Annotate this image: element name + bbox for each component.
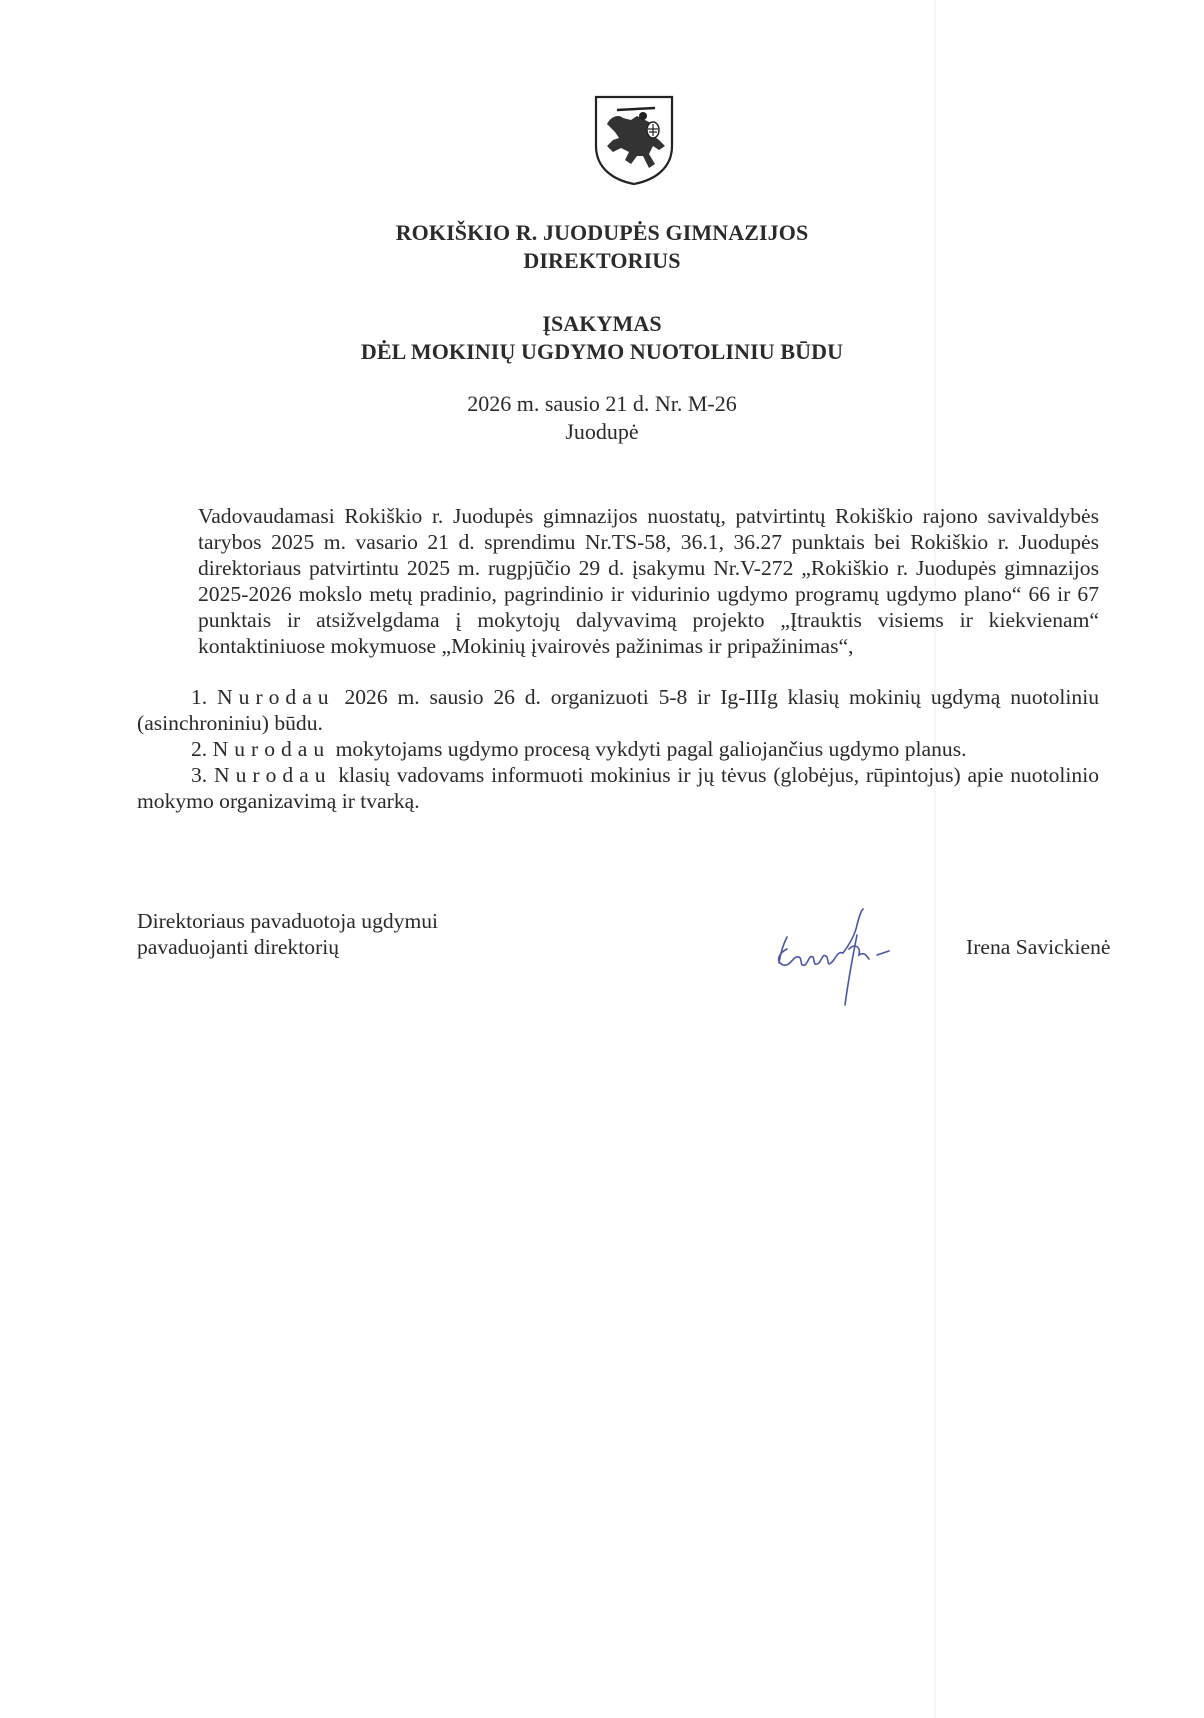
- item-number: 1.: [191, 685, 208, 709]
- item-number: 3.: [191, 763, 208, 787]
- intro-paragraph-text: Vadovaudamasi Rokiškio r. Juodupės gimnazijos nuostatų, patvirtintų Rokiškio rajono savivaldybės tarybos 2025 m. vasario 21 d. sprendimu Nr.TS-58, 36.1, 36.27 punktais bei Rokiškio r. Juodupės direktoriaus patvirtintu 2025 m. rugpjūčio 29 d. įsakymu Nr.V-272 „Rokiškio r. Juodupės gimnazijos 2025-2026 mokslo metų pradinio, pagrindinio ir vidurinio ugdymo programų ugdymo plano“ 66 ir 67 punktais ir atsižvelgdama į mokytojų dalyvavimą projekto „Įtrauktis visiems ir kiekvienam“ kontaktiniuose mokymuose „Mokinių įvairovės pažinimas ir pripažinimas“,: [198, 504, 1099, 658]
- institution-name: ROKIŠKIO R. JUODUPĖS GIMNAZIJOS: [395, 220, 809, 245]
- signatory-title-line-2: pavaduojanti direktorių: [137, 935, 340, 959]
- item-verb: Nurodau: [214, 763, 332, 787]
- item-text: klasių vadovams informuoti mokinius ir jų tėvus (globėjus, rūpintojus) apie nuotolinio mokymo organizavimą ir tvarką.: [137, 763, 1099, 813]
- signatory-name: Irena Savickienė: [966, 935, 1111, 959]
- handwritten-signature: [765, 905, 925, 1010]
- place: Juodupė: [565, 419, 639, 444]
- order-item: [137, 762, 1099, 814]
- item-text: mokytojams ugdymo procesą vykdyti pagal galiojančius ugdymo planus.: [335, 737, 967, 761]
- item-verb: Nurodau: [217, 685, 335, 709]
- institution-role: DIREKTORIUS: [523, 248, 681, 273]
- document-type: ĮSAKYMAS: [542, 311, 662, 336]
- document-subject: DĖL MOKINIŲ UGDYMO NUOTOLINIU BŪDU: [360, 339, 844, 364]
- item-verb: Nurodau: [212, 737, 331, 761]
- date-place-block: [0, 390, 1204, 446]
- order-item: [137, 684, 1099, 736]
- signatory-title-line-1: Direktoriaus pavaduotoja ugdymui: [137, 909, 439, 933]
- item-text: 2026 m. sausio 26 d. organizuoti 5-8 ir Ig-IIIg klasių mokinių ugdymą nuotoliniu (asinchroniniu) būdu.: [137, 685, 1099, 735]
- signatory-title: [137, 908, 438, 960]
- order-items: [137, 684, 1099, 814]
- intro-paragraph: [137, 503, 1099, 659]
- date-number: 2026 m. sausio 21 d. Nr. M-26: [467, 391, 737, 416]
- coat-of-arms-icon: [593, 94, 675, 186]
- item-number: 2.: [191, 737, 208, 761]
- order-title-block: [0, 310, 1204, 366]
- order-item: [137, 736, 1099, 762]
- institution-header: [0, 219, 1204, 275]
